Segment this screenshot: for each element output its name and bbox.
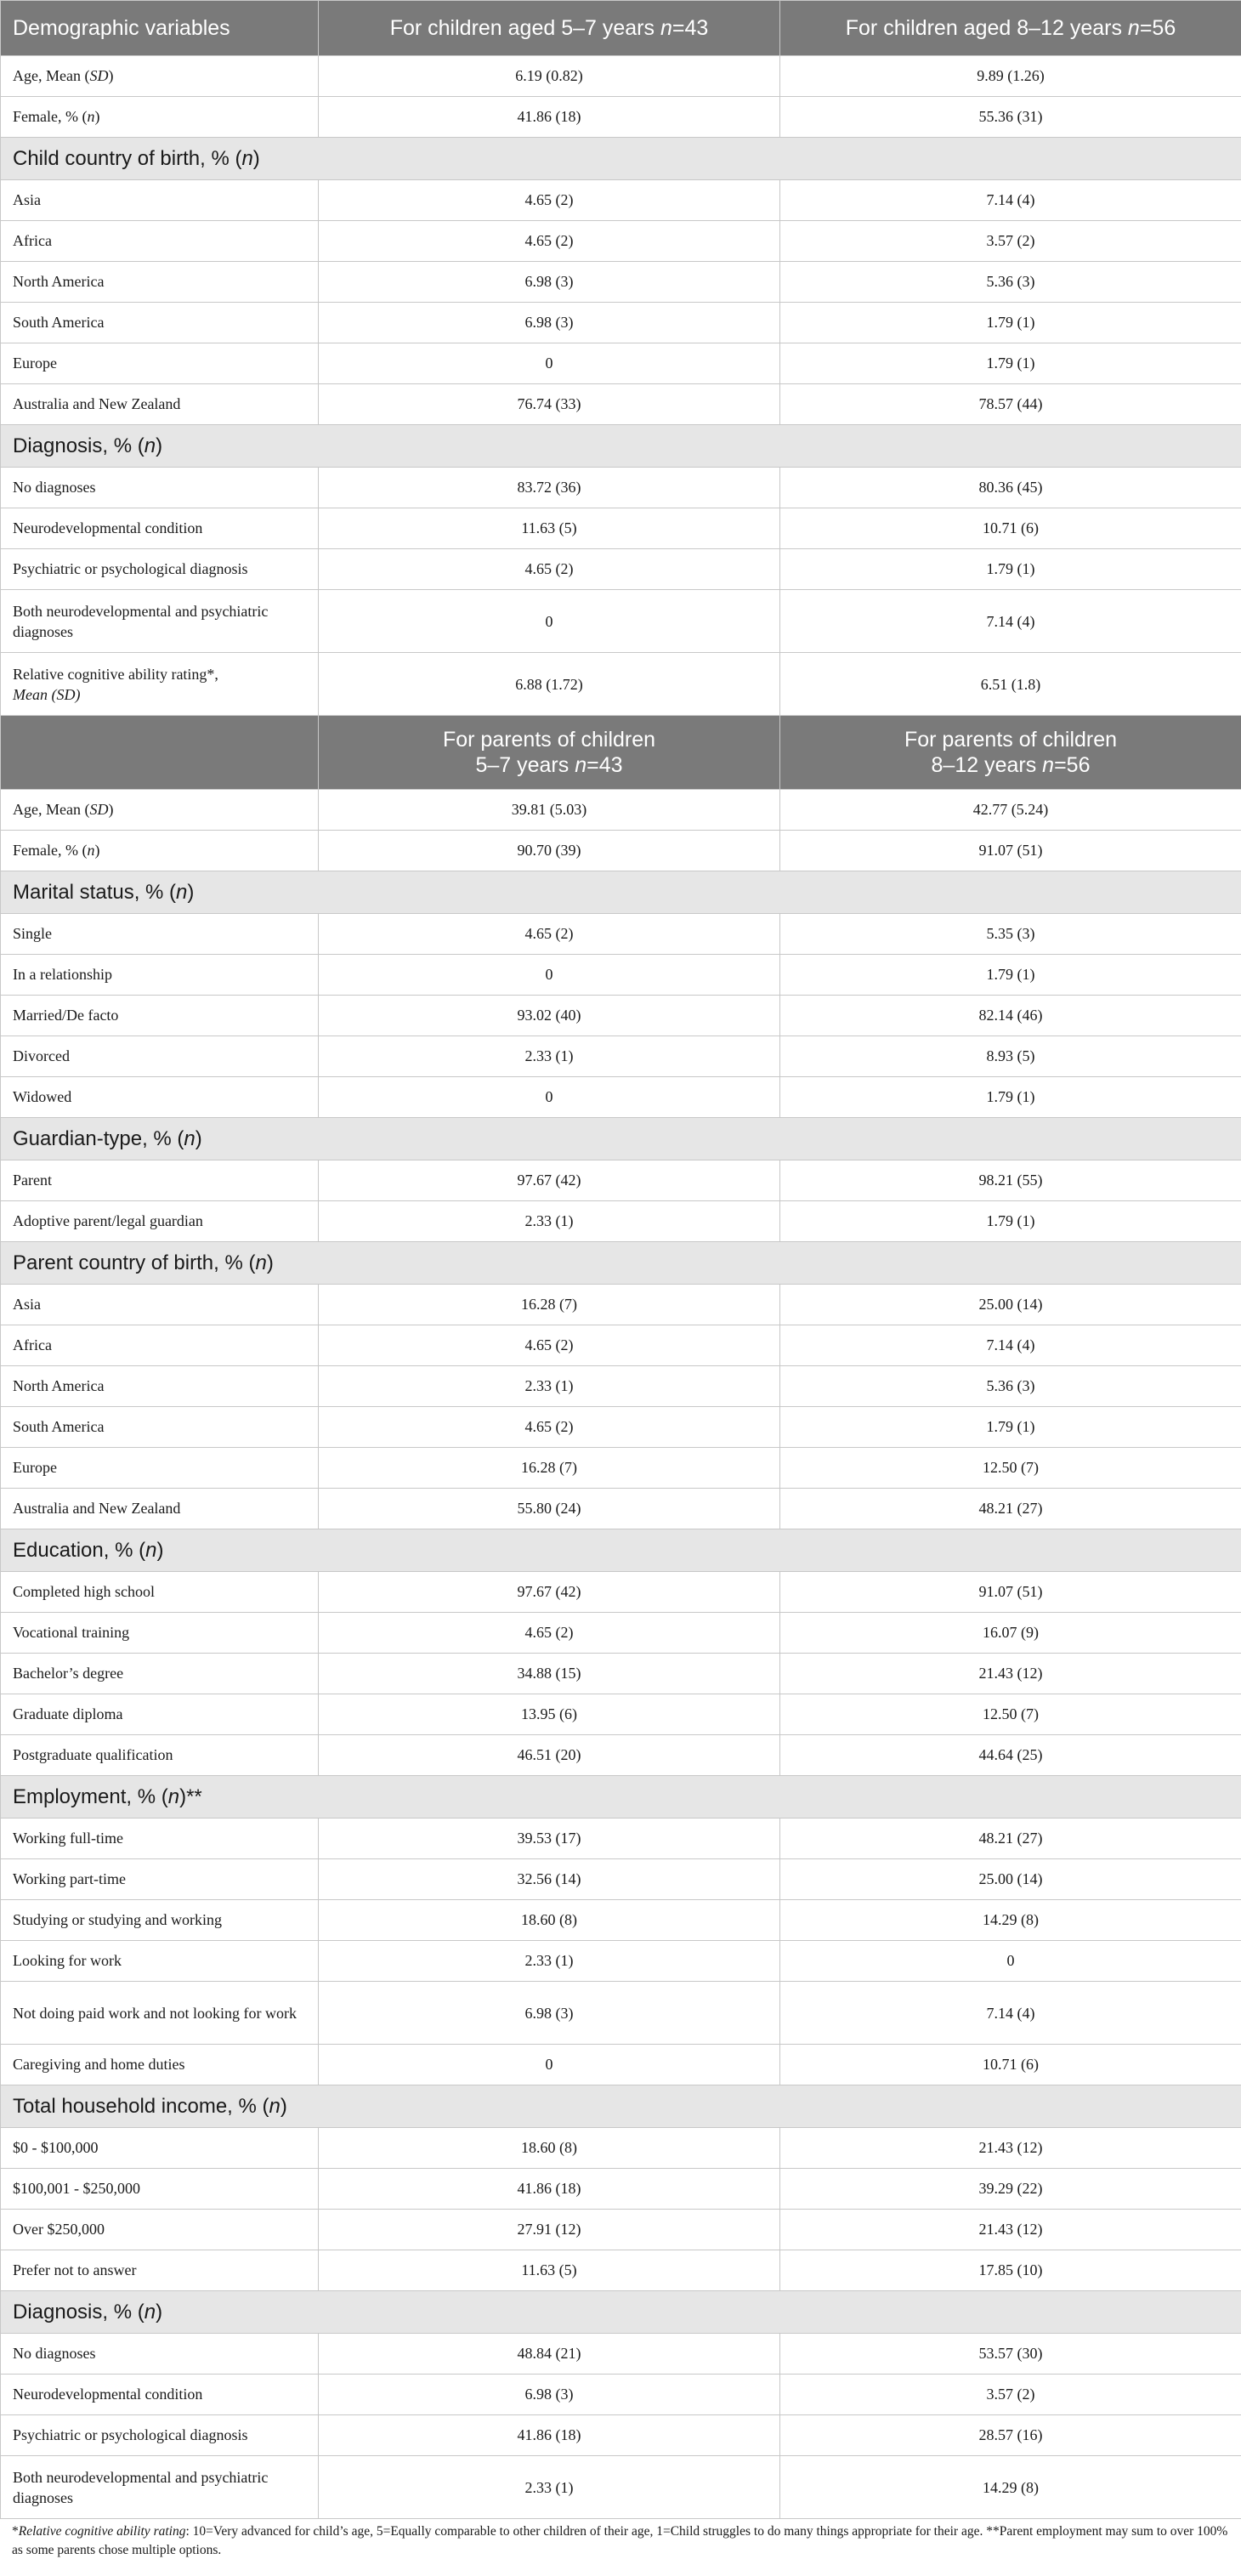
value-group-younger: 2.33 (1)	[319, 1036, 780, 1077]
value-group-younger: 11.63 (5)	[319, 2250, 780, 2291]
row-label: Both neurodevelopmental and psychiatric diagnoses	[1, 2456, 319, 2519]
section-title: Guardian-type, % (n)	[1, 1118, 1241, 1160]
value-group-younger: 6.88 (1.72)	[319, 653, 780, 716]
value-group-younger: 2.33 (1)	[319, 1941, 780, 1982]
table-row	[1, 1325, 1241, 1366]
table-row	[1, 2128, 1241, 2169]
value-group-older: 7.14 (4)	[780, 590, 1241, 653]
value-group-older: 10.71 (6)	[780, 2045, 1241, 2085]
row-label: Studying or studying and working	[1, 1900, 319, 1941]
table-row	[1, 1407, 1241, 1448]
table-row	[1, 2250, 1241, 2291]
value-group-younger: 6.98 (3)	[319, 303, 780, 343]
value-group-older: 14.29 (8)	[780, 1900, 1241, 1941]
section-header-row	[1, 1529, 1241, 1572]
value-group-older: 10.71 (6)	[780, 508, 1241, 549]
table-row	[1, 790, 1241, 831]
table-row	[1, 1366, 1241, 1407]
table-row	[1, 1819, 1241, 1859]
value-group-younger: 18.60 (8)	[319, 1900, 780, 1941]
value-group-younger: 0	[319, 2045, 780, 2085]
value-group-younger: 90.70 (39)	[319, 831, 780, 871]
value-group-younger: 48.84 (21)	[319, 2334, 780, 2375]
table-row	[1, 1160, 1241, 1201]
section-header-row	[1, 425, 1241, 468]
row-label: Looking for work	[1, 1941, 319, 1982]
value-group-older: 39.29 (22)	[780, 2169, 1241, 2210]
value-group-younger: 55.80 (24)	[319, 1489, 780, 1529]
header-parents-5-7: For parents of children 5–7 years n=43	[319, 716, 780, 790]
row-label: Age, Mean (SD)	[1, 56, 319, 97]
row-label: Female, % (n)	[1, 97, 319, 138]
row-label: Married/De facto	[1, 996, 319, 1036]
row-label: Single	[1, 914, 319, 955]
header-demographic-variables: Demographic variables	[1, 1, 319, 56]
header-blank	[1, 716, 319, 790]
row-label: Australia and New Zealand	[1, 384, 319, 425]
table-row	[1, 1982, 1241, 2045]
value-group-older: 6.51 (1.8)	[780, 653, 1241, 716]
value-group-younger: 4.65 (2)	[319, 1407, 780, 1448]
value-group-older: 48.21 (27)	[780, 1819, 1241, 1859]
table-row	[1, 1489, 1241, 1529]
row-label: Caregiving and home duties	[1, 2045, 319, 2085]
section-title: Marital status, % (n)	[1, 871, 1241, 914]
value-group-younger: 39.53 (17)	[319, 1819, 780, 1859]
value-group-younger: 11.63 (5)	[319, 508, 780, 549]
value-group-older: 91.07 (51)	[780, 1572, 1241, 1613]
table-row	[1, 955, 1241, 996]
table-row	[1, 180, 1241, 221]
row-label: Both neurodevelopmental and psychiatric diagnoses	[1, 590, 319, 653]
table-row	[1, 2415, 1241, 2456]
header-children-5-7: For children aged 5–7 years n=43	[319, 1, 780, 56]
value-group-older: 5.35 (3)	[780, 914, 1241, 955]
value-group-younger: 2.33 (1)	[319, 1201, 780, 1242]
value-group-younger: 4.65 (2)	[319, 1325, 780, 1366]
value-group-older: 91.07 (51)	[780, 831, 1241, 871]
section-header-row	[1, 2085, 1241, 2128]
value-group-older: 16.07 (9)	[780, 1613, 1241, 1654]
value-group-younger: 18.60 (8)	[319, 2128, 780, 2169]
table-footnote: *Relative cognitive ability rating: 10=Very advanced for child’s age, 5=Equally comparable to other children of their age, 1=Child struggles to do many things appropriate for their age. **Parent employment may sum to over 100% as some parents chose multiple options.	[12, 2524, 1228, 2557]
row-label: Psychiatric or psychological diagnosis	[1, 2415, 319, 2456]
table-row	[1, 1077, 1241, 1118]
value-group-older: 28.57 (16)	[780, 2415, 1241, 2456]
value-group-older: 14.29 (8)	[780, 2456, 1241, 2519]
table-row	[1, 1201, 1241, 1242]
table-row	[1, 914, 1241, 955]
value-group-older: 5.36 (3)	[780, 1366, 1241, 1407]
row-label: Divorced	[1, 1036, 319, 1077]
table-row	[1, 2169, 1241, 2210]
table-row	[1, 303, 1241, 343]
value-group-younger: 6.98 (3)	[319, 2375, 780, 2415]
row-label: Adoptive parent/legal guardian	[1, 1201, 319, 1242]
value-group-older: 3.57 (2)	[780, 2375, 1241, 2415]
value-group-younger: 6.98 (3)	[319, 262, 780, 303]
row-label: Female, % (n)	[1, 831, 319, 871]
section-title: Parent country of birth, % (n)	[1, 1242, 1241, 1285]
value-group-younger: 41.86 (18)	[319, 2169, 780, 2210]
section-header-row	[1, 138, 1241, 180]
row-label: Over $250,000	[1, 2210, 319, 2250]
table-row	[1, 1448, 1241, 1489]
value-group-younger: 4.65 (2)	[319, 1613, 780, 1654]
row-label: In a relationship	[1, 955, 319, 996]
row-label: Working part-time	[1, 1859, 319, 1900]
value-group-older: 12.50 (7)	[780, 1694, 1241, 1735]
section-header-row	[1, 2291, 1241, 2334]
value-group-older: 25.00 (14)	[780, 1859, 1241, 1900]
row-label: North America	[1, 262, 319, 303]
value-group-younger: 2.33 (1)	[319, 1366, 780, 1407]
value-group-younger: 4.65 (2)	[319, 914, 780, 955]
value-group-older: 7.14 (4)	[780, 1982, 1241, 2045]
value-group-younger: 0	[319, 590, 780, 653]
row-label: Psychiatric or psychological diagnosis	[1, 549, 319, 590]
row-label: Relative cognitive ability rating*, Mean (SD)	[1, 653, 319, 716]
value-group-younger: 76.74 (33)	[319, 384, 780, 425]
row-label: South America	[1, 1407, 319, 1448]
child-header-row	[1, 1, 1241, 56]
row-label: Neurodevelopmental condition	[1, 508, 319, 549]
table-row	[1, 2045, 1241, 2085]
row-label: North America	[1, 1366, 319, 1407]
value-group-younger: 2.33 (1)	[319, 2456, 780, 2519]
value-group-older: 42.77 (5.24)	[780, 790, 1241, 831]
table-row	[1, 2375, 1241, 2415]
table-row	[1, 1613, 1241, 1654]
section-title: Employment, % (n)**	[1, 1776, 1241, 1819]
value-group-older: 55.36 (31)	[780, 97, 1241, 138]
table-row	[1, 1285, 1241, 1325]
table-row	[1, 1694, 1241, 1735]
table-row	[1, 549, 1241, 590]
value-group-older: 9.89 (1.26)	[780, 56, 1241, 97]
section-header-row	[1, 1776, 1241, 1819]
row-label: Completed high school	[1, 1572, 319, 1613]
row-label: Asia	[1, 1285, 319, 1325]
value-group-older: 21.43 (12)	[780, 1654, 1241, 1694]
row-label: Asia	[1, 180, 319, 221]
value-group-younger: 4.65 (2)	[319, 549, 780, 590]
table-row	[1, 97, 1241, 138]
table-row	[1, 1859, 1241, 1900]
value-group-older: 21.43 (12)	[780, 2210, 1241, 2250]
table-row	[1, 831, 1241, 871]
parent-section-body	[1, 790, 1241, 2519]
value-group-younger: 97.67 (42)	[319, 1572, 780, 1613]
row-label: Bachelor’s degree	[1, 1654, 319, 1694]
value-group-younger: 41.86 (18)	[319, 97, 780, 138]
row-label: Vocational training	[1, 1613, 319, 1654]
section-header-row	[1, 1118, 1241, 1160]
value-group-younger: 13.95 (6)	[319, 1694, 780, 1735]
value-group-younger: 46.51 (20)	[319, 1735, 780, 1776]
row-label: Widowed	[1, 1077, 319, 1118]
row-label: Parent	[1, 1160, 319, 1201]
table-row	[1, 56, 1241, 97]
row-label: Postgraduate qualification	[1, 1735, 319, 1776]
table-row	[1, 1654, 1241, 1694]
row-label: South America	[1, 303, 319, 343]
value-group-younger: 6.19 (0.82)	[319, 56, 780, 97]
section-title: Education, % (n)	[1, 1529, 1241, 1572]
value-group-older: 1.79 (1)	[780, 1201, 1241, 1242]
value-group-older: 3.57 (2)	[780, 221, 1241, 262]
table-row	[1, 653, 1241, 716]
value-group-older: 1.79 (1)	[780, 303, 1241, 343]
table-row	[1, 343, 1241, 384]
value-group-older: 1.79 (1)	[780, 955, 1241, 996]
value-group-older: 1.79 (1)	[780, 1077, 1241, 1118]
row-label: Australia and New Zealand	[1, 1489, 319, 1529]
table-row	[1, 2334, 1241, 2375]
value-group-younger: 0	[319, 343, 780, 384]
section-title: Diagnosis, % (n)	[1, 2291, 1241, 2334]
value-group-older: 7.14 (4)	[780, 180, 1241, 221]
value-group-younger: 6.98 (3)	[319, 1982, 780, 2045]
value-group-younger: 39.81 (5.03)	[319, 790, 780, 831]
table-row	[1, 1036, 1241, 1077]
table-row	[1, 468, 1241, 508]
section-title: Total household income, % (n)	[1, 2085, 1241, 2128]
row-label: $0 - $100,000	[1, 2128, 319, 2169]
value-group-older: 48.21 (27)	[780, 1489, 1241, 1529]
row-label: No diagnoses	[1, 468, 319, 508]
table-row	[1, 1572, 1241, 1613]
value-group-older: 98.21 (55)	[780, 1160, 1241, 1201]
value-group-younger: 0	[319, 1077, 780, 1118]
section-header-row	[1, 871, 1241, 914]
value-group-younger: 34.88 (15)	[319, 1654, 780, 1694]
parent-header-row	[1, 716, 1241, 790]
table-row	[1, 508, 1241, 549]
value-group-older: 0	[780, 1941, 1241, 1982]
parent-header-body	[1, 716, 1241, 790]
row-label: Europe	[1, 343, 319, 384]
value-group-older: 80.36 (45)	[780, 468, 1241, 508]
value-group-older: 21.43 (12)	[780, 2128, 1241, 2169]
value-group-older: 78.57 (44)	[780, 384, 1241, 425]
row-label: Africa	[1, 221, 319, 262]
child-section-body	[1, 56, 1241, 716]
value-group-older: 44.64 (25)	[780, 1735, 1241, 1776]
table-row	[1, 1735, 1241, 1776]
value-group-younger: 27.91 (12)	[319, 2210, 780, 2250]
value-group-younger: 41.86 (18)	[319, 2415, 780, 2456]
row-label: Age, Mean (SD)	[1, 790, 319, 831]
value-group-older: 7.14 (4)	[780, 1325, 1241, 1366]
value-group-older: 17.85 (10)	[780, 2250, 1241, 2291]
value-group-younger: 83.72 (36)	[319, 468, 780, 508]
value-group-older: 53.57 (30)	[780, 2334, 1241, 2375]
table-row	[1, 384, 1241, 425]
value-group-younger: 0	[319, 955, 780, 996]
row-label: $100,001 - $250,000	[1, 2169, 319, 2210]
value-group-younger: 97.67 (42)	[319, 1160, 780, 1201]
section-title: Child country of birth, % (n)	[1, 138, 1241, 180]
value-group-younger: 93.02 (40)	[319, 996, 780, 1036]
value-group-younger: 4.65 (2)	[319, 180, 780, 221]
value-group-younger: 16.28 (7)	[319, 1448, 780, 1489]
value-group-older: 1.79 (1)	[780, 1407, 1241, 1448]
value-group-older: 8.93 (5)	[780, 1036, 1241, 1077]
value-group-older: 1.79 (1)	[780, 549, 1241, 590]
table-row	[1, 1900, 1241, 1941]
header-children-8-12: For children aged 8–12 years n=56	[780, 1, 1241, 56]
value-group-older: 5.36 (3)	[780, 262, 1241, 303]
table-row	[1, 221, 1241, 262]
row-label: No diagnoses	[1, 2334, 319, 2375]
table-row	[1, 590, 1241, 653]
row-label: Europe	[1, 1448, 319, 1489]
value-group-older: 1.79 (1)	[780, 343, 1241, 384]
table-row	[1, 2456, 1241, 2519]
row-label: Africa	[1, 1325, 319, 1366]
row-label: Prefer not to answer	[1, 2250, 319, 2291]
value-group-younger: 16.28 (7)	[319, 1285, 780, 1325]
table-row	[1, 996, 1241, 1036]
table-row	[1, 2210, 1241, 2250]
value-group-older: 12.50 (7)	[780, 1448, 1241, 1489]
row-label: Neurodevelopmental condition	[1, 2375, 319, 2415]
value-group-younger: 32.56 (14)	[319, 1859, 780, 1900]
row-label: Graduate diploma	[1, 1694, 319, 1735]
header-parents-8-12: For parents of children 8–12 years n=56	[780, 716, 1241, 790]
section-header-row	[1, 1242, 1241, 1285]
value-group-older: 82.14 (46)	[780, 996, 1241, 1036]
section-title: Diagnosis, % (n)	[1, 425, 1241, 468]
table-row	[1, 1941, 1241, 1982]
row-label: Working full-time	[1, 1819, 319, 1859]
row-label: Not doing paid work and not looking for work	[1, 1982, 319, 2045]
value-group-older: 25.00 (14)	[780, 1285, 1241, 1325]
table-row	[1, 262, 1241, 303]
value-group-younger: 4.65 (2)	[319, 221, 780, 262]
